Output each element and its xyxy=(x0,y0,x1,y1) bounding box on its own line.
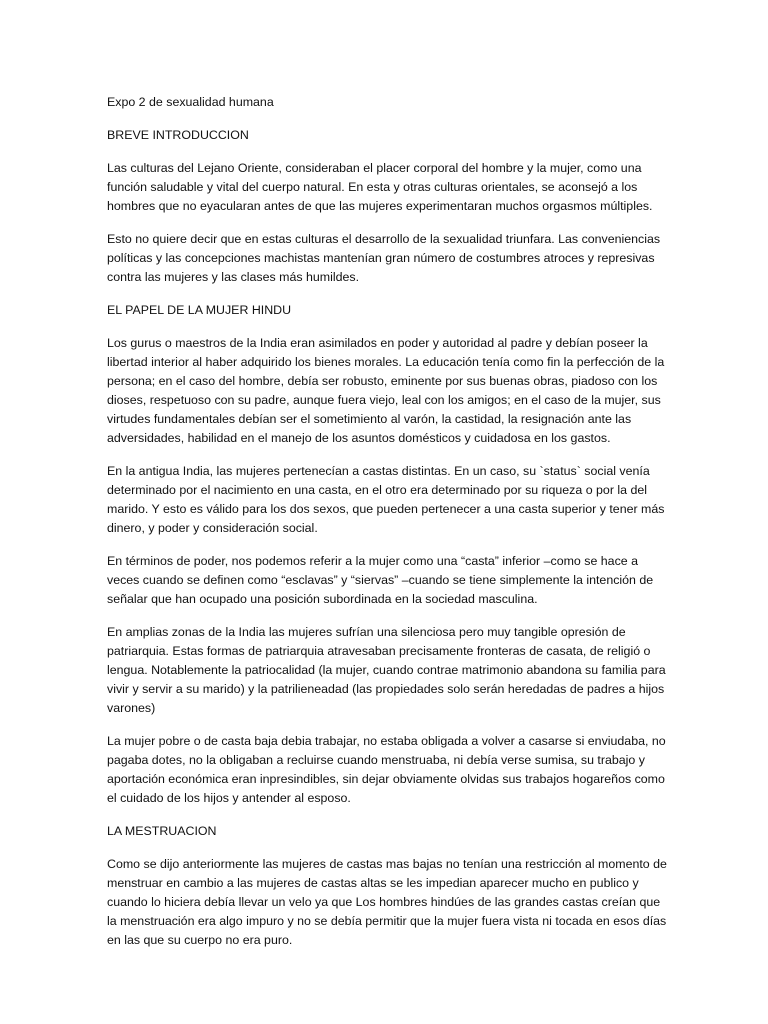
paragraph: Las culturas del Lejano Oriente, consideraban el placer corporal del hombre y la mujer, como una función saludable y vital del cuerpo natural. En esta y otras culturas orientales, se aconsejó a los hombres que no eyacularan antes de que las mujeres experimentaran muchos orgasmos múltiples. xyxy=(107,161,653,213)
section-heading-mestruacion: LA MESTRUACION xyxy=(107,824,217,838)
document-body xyxy=(107,93,667,964)
paragraph: La mujer pobre o de casta baja debia trabajar, no estaba obligada a volver a casarse si enviudaba, no pagaba dotes, no la obligaban a recluirse cuando menstruaba, ni debía verse sumisa, su trabajo y aportación económica eran inpresindibles, sin dejar obviamente olvidas sus trabajos hogareños como el cuidado de los hijos y antender al esposo. xyxy=(107,734,666,805)
paragraph: En términos de poder, nos podemos referir a la mujer como una “casta” inferior –como se hace a veces cuando se definen como “esclavas” y “siervas” –cuando se tiene simplemente la intención de señalar que han ocupado una posición subordinada en la sociedad masculina. xyxy=(107,554,654,606)
document-title: Expo 2 de sexualidad humana xyxy=(107,95,274,109)
paragraph: Como se dijo anteriormente las mujeres de castas mas bajas no tenían una restricción al momento de menstruar en cambio a las mujeres de castas altas se les impedian aparecer mucho en publico y cuando lo hiciera debía llevar un velo ya que Los hombres hindúes de las grandes castas creían que la menstruación era algo impuro y no se debía permitir que la mujer fuera vista ni tocada en esos días en las que su cuerpo no era puro. xyxy=(107,857,667,947)
paragraph: Los gurus o maestros de la India eran asimilados en poder y autoridad al padre y debían poseer la libertad interior al haber adquirido los bienes morales. La educación tenía como fin la perfección de la persona; en el caso del hombre, debía ser robusto, eminente por sus buenas obras, piadoso con los dioses, respetuoso con su padre, aunque fuera viejo, leal con los amigos; en el caso de la mujer, sus virtudes fundamentales debían ser el sometimiento al varón, la castidad, la resignación ante las adversidades, habilidad en el manejo de los asuntos domésticos y cuidadosa en los gastos. xyxy=(107,336,665,445)
paragraph: En la antigua India, las mujeres pertenecían a castas distintas. En un caso, su `status` social venía determinado por el nacimiento en una casta, en el otro era determinado por su riqueza o por la del marido. Y esto es válido para los dos sexos, que pueden pertenecer a una casta superior y tener más dinero, y poder y consideración social. xyxy=(107,464,665,535)
paragraph: Esto no quiere decir que en estas culturas el desarrollo de la sexualidad triunfara. Las conveniencias políticas y las concepciones machistas mantenían gran número de costumbres atroces y represivas contra las mujeres y las clases más humildes. xyxy=(107,232,661,284)
section-heading-introduccion: BREVE INTRODUCCION xyxy=(107,128,249,142)
paragraph: En amplias zonas de la India las mujeres sufrían una silenciosa pero muy tangible opresión de patriarquia. Estas formas de patriarquia atravesaban precisamente fronteras de casata, de religió o lengua. Notablemente la patriocalidad (la mujer, cuando contrae matrimonio abandona su familia para vivir y servir a su marido) y la patrilieneadad (las propiedades solo serán heredadas de padres a hijos varones) xyxy=(107,625,666,715)
section-heading-mujer-hindu: EL PAPEL DE LA MUJER HINDU xyxy=(107,303,292,317)
